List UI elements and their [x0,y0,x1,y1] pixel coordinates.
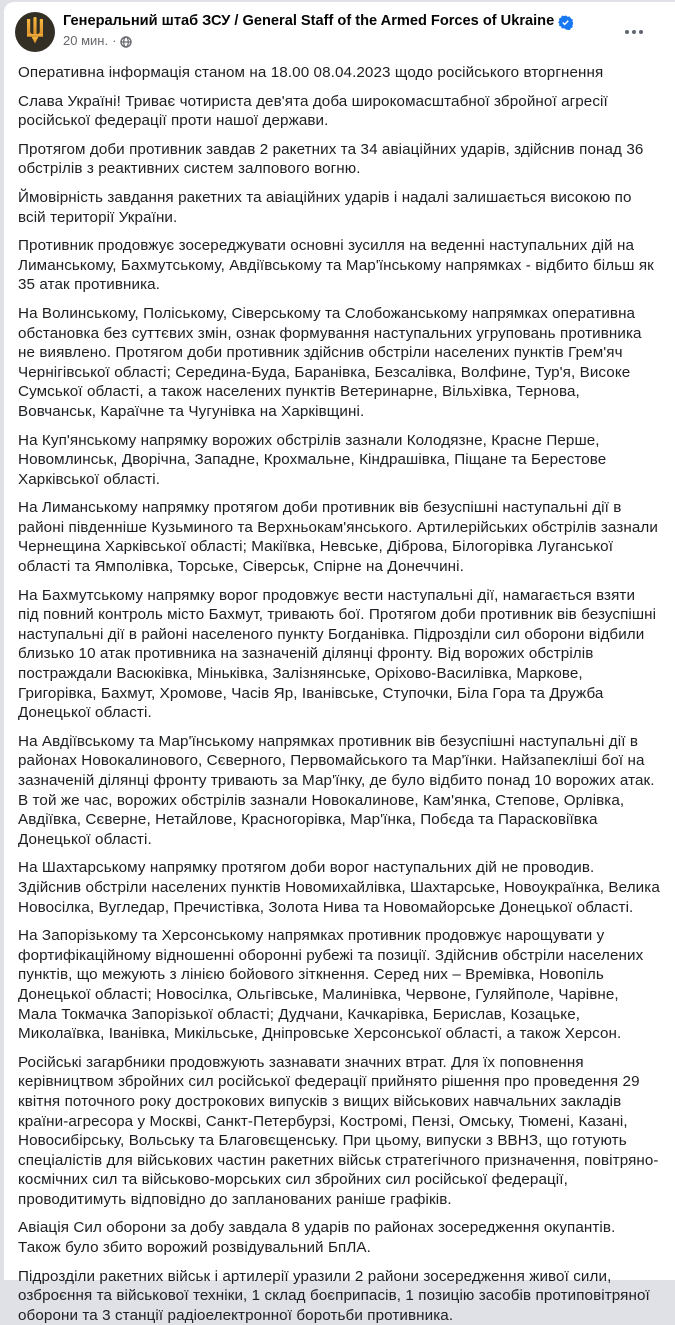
post-paragraph: На Лиманському напрямку протягом доби противник вів безуспішні наступальні дії в районі південніше Кузьминого та Верхньокам'янського. Артилерійських обстрілів зазнали Чернещина Харківської області; Макіївка, Невське, Діброва, Білогорівка Луганської області та Ямполівка, Торське, Сіверськ, Спірне на Донеччині. [18,499,658,576]
post-body [15,60,661,1325]
post-header-text [63,12,573,49]
verified-badge-icon [558,15,573,30]
post-paragraph: Оперативна інформація станом на 18.00 08.04.2023 щодо російського вторгнення [18,64,604,81]
post-paragraph: На Авдіївському та Мар'їнському напрямках противник вів безуспішні наступальні дії в районах Новокалинового, Сєверного, Первомайського та Мар'їнки. Найзапекліші бої на зазначеній ділянці фронту тривають за Мар'їнку, де було відбито понад 10 ворожих атак. В той же час, ворожих обстрілів зазнали Новокалинове, Кам'янка, Степове, Орлівка, Авдіївка, Сєверне, Нетайлове, Красногорівка, Мар'їнка, Побєда та Парасковіївка Донецької області. [18,732,655,848]
post-paragraph: Слава Україні! Триває чотириста дев'ята доба широкомасштабної збройної агресії російської федерації проти нашої держави. [18,92,608,130]
public-globe-icon [120,36,132,48]
avatar[interactable] [15,12,55,52]
post-paragraph: Авіація Сил оборони за добу завдала 8 ударів по районах зосередження окупантів. Також було збито ворожий розвідувальний БпЛА. [18,1219,616,1257]
post-paragraph: На Бахмутському напрямку ворог продовжує вести наступальні дії, намагається взяти під повний контроль місто Бахмут, тривають бої. Протягом доби противник вів безуспішні наступальні дії в районі населеного пункту Богданівка. Підрозділи сил оборони відбили близько 10 атак противника на зазначеній ділянці фронту. Від ворожих обстрілів постраждали Васюківка, Міньківка, Залізнянське, Оріхово-Василівка, Маркове, Григорівка, Бахмут, Хромове, Часів Яр, Іванівське, Ступочки, Біла Гора та Дружба Донецької області. [18,586,657,722]
post-paragraph: На Запорізькому та Херсонському напрямках противник продовжує нарощувати у фортифікаційному відношенні оборонні рубежі та позиції. Здійснив обстріли населених пунктів, що межують з лінією бойового зіткнення. Серед них – Времівка, Новопіль Донецької області; Новосілка, Ольгівське, Малинівка, Червоне, Гуляйполе, Чарівне, Мала Токмачка Запорізької області; Дудчани, Качкарівка, Берислав, Козацьке, Миколаївка, Іванівка, Микільське, Дніпровське Херсонської області, а також Херсон. [18,927,644,1043]
post-paragraph: Ймовірність завдання ракетних та авіаційних ударів і надалі залишається високою по всій території України. [18,188,632,226]
post-paragraph: Протягом доби противник завдав 2 ракетних та 34 авіаційних ударів, здійснив понад 36 обстрілів з реактивних систем залпового вогню. [18,140,644,178]
post-paragraph: На Волинському, Поліському, Сіверському та Слобожанському напрямках оперативна обстановка без суттєвих змін, ознак формування наступальних угруповань противника не виявлено. Протягом доби противник здійснив обстріли населених пунктів Грем'яч Чернігівської області; Середина-Буда, Баранівка, Безсалівка, Волфине, Тур'я, Високе Сумської області, а також населених пунктів Ветеринарне, Вільхівка, Тернова, Вовчанськ, Караїчне та Чугунівка на Харківщині. [18,304,642,420]
meta-separator: · [112,33,117,48]
post-paragraph: Підрозділи ракетних військ і артилерії уразили 2 райони зосередження живої сили, озброєння та військової техніки, 1 склад боєприпасів, 1 позицію засобів протиповітряної оборони та 3 станції радіоелектронної боротьби противника. [18,1267,650,1324]
post-paragraph: Російські загарбники продовжують зазнавати значних втрат. Для їх поповнення керівництвом збройних сил російської федерації прийнято рішення про проведення 29 квітня поточного року дострокових випусків з вищих військових навчальних закладів країни-агресора у Москві, Санкт-Петербурзі, Костромі, Пензі, Омську, Тюмені, Казані, Новосибірську, Вольську та Благовєщенську. При цьому, випуски з ВВНЗ, що готують спеціалістів для військових частин ракетних військ стратегічного призначення, повітряно-космічних сил та військово-морських сил збройних сил російської федерації, проводитимуть відповідно до запланованих раніше графіків. [18,1053,659,1208]
trident-emblem-icon [24,16,46,49]
post-timestamp[interactable]: 20 мин. [63,33,109,48]
post-header [15,12,661,60]
author-name-link[interactable]: Генеральний штаб ЗСУ / General Staff of the Armed Forces of Ukraine [63,13,555,29]
three-dots-menu-icon[interactable] [621,24,647,40]
facebook-post-card [4,2,675,1324]
post-paragraph: На Куп'янському напрямку ворожих обстрілів зазнали Колодязне, Красне Перше, Новомлинськ, Дворічна, Западне, Крохмальне, Кіндрашівка, Піщане та Берестове Харківської області. [18,431,607,488]
post-paragraph: На Шахтарському напрямку протягом доби ворог наступальних дій не проводив. Здійснив обстріли населених пунктів Новомихайлівка, Шахтарське, Новоукраїнка, Велика Новосілка, Вугледар, Пречистівка, Золота Нива та Новомайорське Донецької області. [18,859,660,916]
post-paragraph: Противник продовжує зосереджувати основні зусилля на веденні наступальних дій на Лиманському, Бахмутському, Авдіївському та Мар'їнському напрямках - відбито більш як 35 атак противника. [18,237,654,294]
